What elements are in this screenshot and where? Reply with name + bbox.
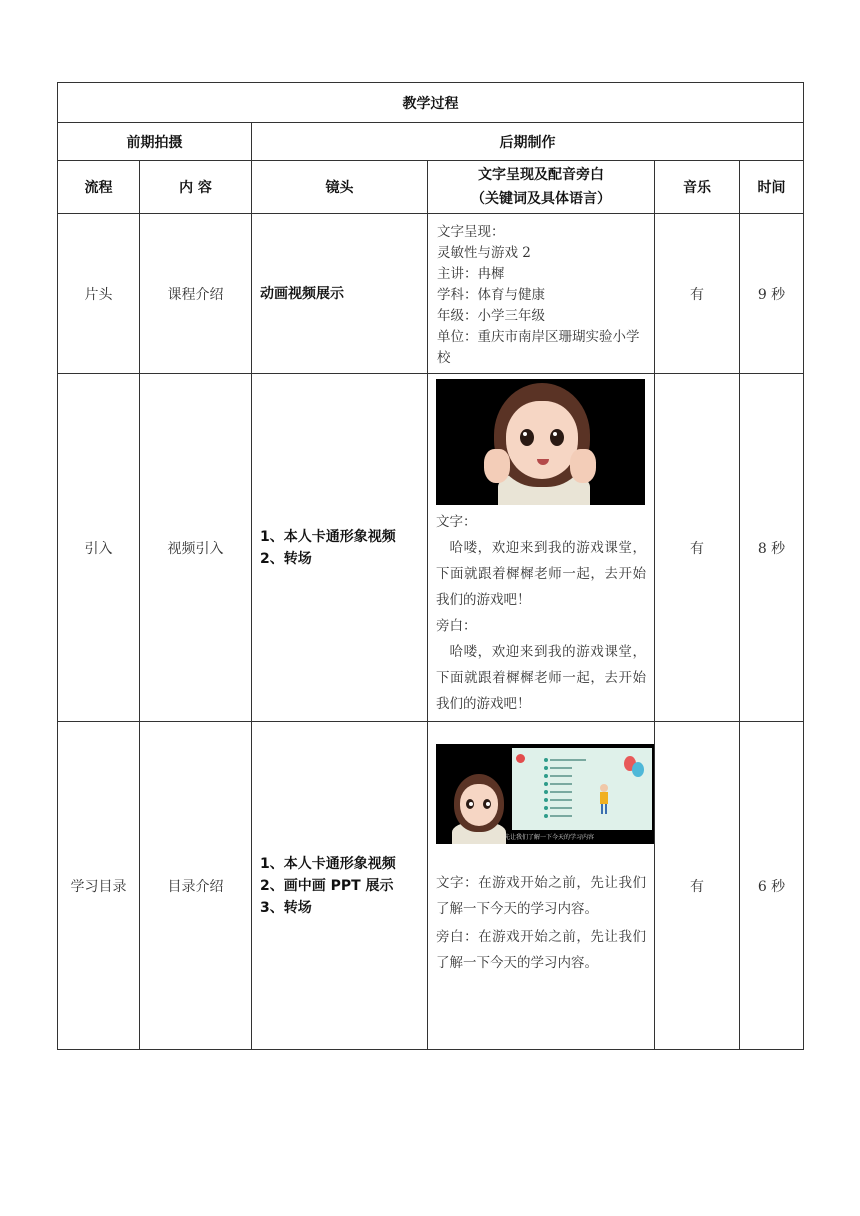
flow-cell: 学习目录 (58, 722, 140, 1050)
text-voice-cell (428, 374, 655, 722)
ppt-slide-image (512, 748, 652, 830)
voiceover-text: 旁白：在游戏开始之前，先让我们了解一下今天的学习内容。 (436, 929, 646, 971)
picture-in-picture-thumbnail (436, 744, 654, 844)
video-subtitle: 先让我们了解一下今天的学习内容 (504, 834, 595, 841)
music-cell: 有 (655, 722, 740, 1050)
time-cell: 8 秒 (740, 374, 804, 722)
table-row (58, 214, 804, 374)
text-voice-cell (428, 722, 655, 1050)
content-cell: 视频引入 (140, 374, 252, 722)
title-row (58, 83, 804, 123)
section-post-production: 后期制作 (252, 123, 804, 161)
text-line: 灵敏性与游戏 2 (437, 245, 531, 261)
time-cell: 6 秒 (740, 722, 804, 1050)
teaching-process-sheet (57, 82, 803, 1050)
text-line: 主讲：冉樨 (437, 266, 505, 282)
col-text-voice (428, 161, 655, 214)
content-cell: 课程介绍 (140, 214, 252, 374)
shot-cell: 动画视频展示 (252, 214, 428, 374)
text-line: 文字呈现： (437, 224, 505, 240)
music-cell: 有 (655, 374, 740, 722)
time-cell: 9 秒 (740, 214, 804, 374)
column-header-row (58, 161, 804, 214)
section-row (58, 123, 804, 161)
table-title: 教学过程 (58, 83, 804, 123)
shot-cell (252, 722, 428, 1050)
flow-cell: 片头 (58, 214, 140, 374)
col-content: 内 容 (140, 161, 252, 214)
section-pre-shooting: 前期拍摄 (58, 123, 252, 161)
text-line: 学科：体育与健康 (437, 287, 545, 303)
voiceover-body: 哈喽，欢迎来到我的游戏课堂，下面就跟着樨樨老师一起，去开始我们的游戏吧！ (436, 644, 646, 712)
col-text-voice-line1: 文字呈现及配音旁白 (478, 167, 604, 183)
col-shot: 镜头 (252, 161, 428, 214)
table-row (58, 722, 804, 1050)
text-line: 年级：小学三年级 (437, 308, 545, 324)
cartoon-avatar-image (436, 379, 645, 505)
flow-cell: 引入 (58, 374, 140, 722)
voiceover-label: 旁白： (436, 618, 477, 634)
caption-text: 文字：在游戏开始之前，先让我们了解一下今天的学习内容。 (436, 875, 646, 917)
shot-line: 3、转场 (260, 899, 312, 916)
caption-label: 文字： (436, 514, 477, 530)
caption-body: 哈喽，欢迎来到我的游戏课堂，下面就跟着樨樨老师一起，去开始我们的游戏吧！ (436, 540, 646, 608)
avatar-video-thumbnail (436, 379, 645, 505)
shot-line: 1、本人卡通形象视频 (260, 528, 396, 545)
col-text-voice-line2: （关键词及具体语言） (471, 191, 611, 207)
table-row (58, 374, 804, 722)
shot-cell (252, 374, 428, 722)
teaching-process-table (57, 82, 804, 1050)
col-time: 时间 (740, 161, 804, 214)
col-flow: 流程 (58, 161, 140, 214)
shot-line: 2、画中画 PPT 展示 (260, 877, 394, 894)
music-cell: 有 (655, 214, 740, 374)
text-voice-cell (428, 214, 655, 374)
col-music: 音乐 (655, 161, 740, 214)
shot-line: 1、本人卡通形象视频 (260, 855, 396, 872)
content-cell: 目录介绍 (140, 722, 252, 1050)
text-line: 单位：重庆市南岸区珊瑚实验小学校 (437, 329, 640, 366)
shot-line: 2、转场 (260, 550, 312, 567)
